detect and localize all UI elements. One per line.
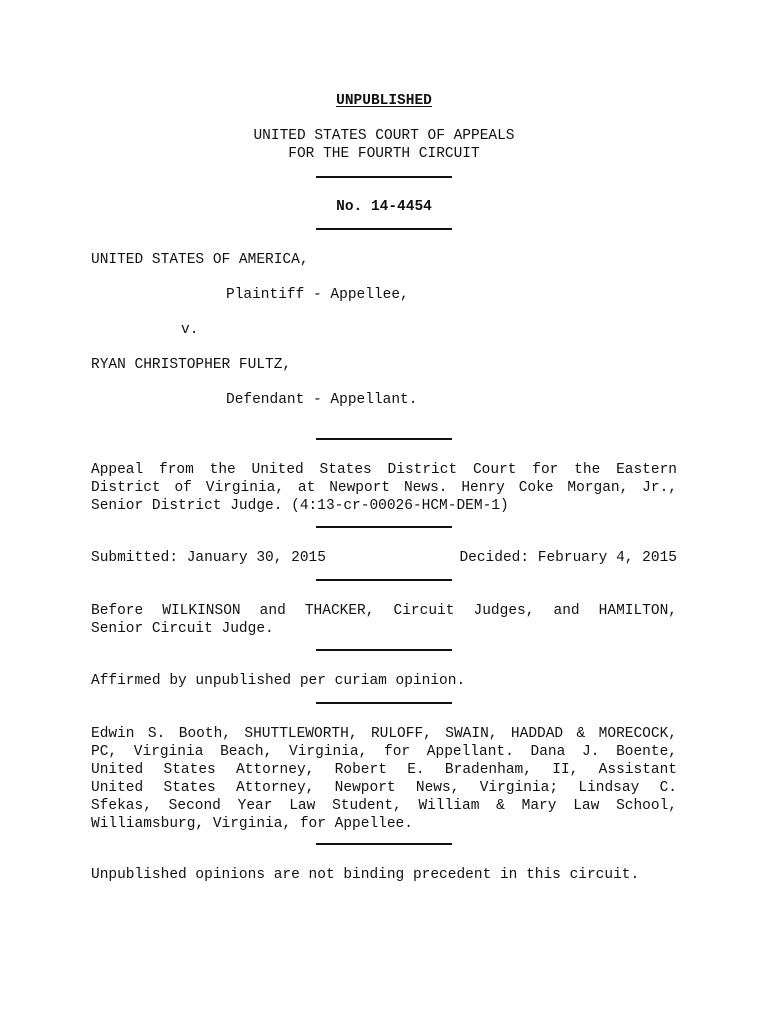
counsel-line: Williamsburg, Virginia, for Appellee. (91, 816, 413, 832)
disposition: Affirmed by unpublished per curiam opinion. (91, 673, 466, 689)
decided-date: Decided: February 4, 2015 (459, 550, 677, 566)
defendant-name: RYAN CHRISTOPHER FULTZ, (91, 357, 292, 373)
counsel-line: Sfekas, Second Year Law Student, William & Mary Law School, (91, 798, 677, 814)
counsel-line: United States Attorney, Newport News, Virginia; Lindsay C. (91, 780, 677, 796)
divider-rule (316, 702, 452, 704)
divider-rule (316, 579, 452, 581)
submitted-date: Submitted: January 30, 2015 (91, 550, 326, 566)
counsel-line: Edwin S. Booth, SHUTTLEWORTH, RULOFF, SWAIN, HADDAD & MORECOCK, (91, 726, 677, 742)
unpublished-heading: UNPUBLISHED (336, 93, 432, 109)
panel-line-2: Senior Circuit Judge. (91, 621, 274, 637)
appeal-line-1: Appeal from the United States District Court for the Eastern (91, 462, 677, 478)
divider-rule (316, 526, 452, 528)
unpublished-notice: Unpublished opinions are not binding precedent in this circuit. (91, 867, 640, 883)
versus: v. (181, 322, 199, 338)
divider-rule (316, 438, 452, 440)
court-name-line-2: FOR THE FOURTH CIRCUIT (288, 146, 480, 162)
divider-rule (316, 649, 452, 651)
case-number: No. 14-4454 (336, 199, 432, 215)
panel-line-1: Before WILKINSON and THACKER, Circuit Judges, and HAMILTON, (91, 603, 677, 619)
divider-rule (316, 843, 452, 845)
divider-rule (316, 228, 452, 230)
dates-row (91, 549, 677, 567)
plaintiff-role: Plaintiff - Appellee, (226, 287, 409, 303)
court-name-line-1: UNITED STATES COURT OF APPEALS (253, 128, 515, 144)
counsel-line: PC, Virginia Beach, Virginia, for Appellant. Dana J. Boente, (91, 744, 677, 760)
defendant-role: Defendant - Appellant. (226, 392, 418, 408)
counsel-line: United States Attorney, Robert E. Bradenham, II, Assistant (91, 762, 677, 778)
appeal-line-2: District of Virginia, at Newport News. Henry Coke Morgan, Jr., (91, 480, 677, 496)
divider-rule (316, 176, 452, 178)
appeal-line-3: Senior District Judge. (4:13-cr-00026-HCM-DEM-1) (91, 498, 509, 514)
plaintiff-name: UNITED STATES OF AMERICA, (91, 252, 309, 268)
